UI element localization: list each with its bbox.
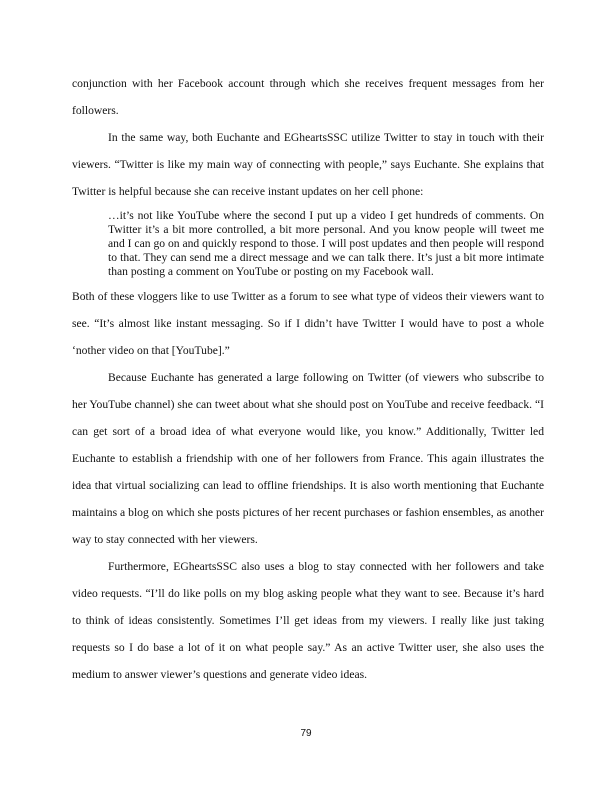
paragraph-5: Furthermore, EGheartsSSC also uses a blog to stay connected with her followers and take video requests. “I’ll do like polls on my blog asking people what they want to see. Because it’s hard to think of ideas consistently. Sometimes I’ll get ideas from my viewers. I really like just taking requests so I do base a lot of it on what people say.” As an active Twitter user, she also uses the medium to answer viewer’s questions and generate video ideas. [72,560,544,681]
paragraph-4: Because Euchante has generated a large following on Twitter (of viewers who subscribe to her YouTube channel) she can tweet about what she should post on YouTube and receive feedback. “I can get sort of a broad idea of what everyone would like, you know.” Additionally, Twitter led Euchante to establish a friendship with one of her followers from France. This again illustrates the idea that virtual socializing can lead to offline friendships. It is also worth mentioning that Euchante maintains a blog on which she posts pictures of her recent purchases or fashion ensembles, as another way to stay connected with her viewers. [72,371,544,546]
body-text [72,70,544,688]
page-number: 79 [300,728,312,739]
paragraph-3: Both of these vloggers like to use Twitter as a forum to see what type of videos their viewers want to see. “It’s almost like instant messaging. So if I didn’t have Twitter I would have to post a whole ‘nother video on that [YouTube].” [72,290,544,357]
paragraph-1: conjunction with her Facebook account through which she receives frequent messages from her followers. [72,77,544,117]
block-quote: …it’s not like YouTube where the second I put up a video I get hundreds of comments. On Twitter it’s a bit more controlled, a bit more personal. And you know people will tweet me and I can go on and quickly respond to those. I will post updates and then people will respond to that. They can send me a direct message and we can talk there. It’s just a bit more intimate than posting a comment on YouTube or posting on my Facebook wall. [108,209,544,278]
paragraph-2: In the same way, both Euchante and EGheartsSSC utilize Twitter to stay in touch with their viewers. “Twitter is like my main way of connecting with people,” says Euchante. She explains that Twitter is helpful because she can receive instant updates on her cell phone: [72,131,544,198]
